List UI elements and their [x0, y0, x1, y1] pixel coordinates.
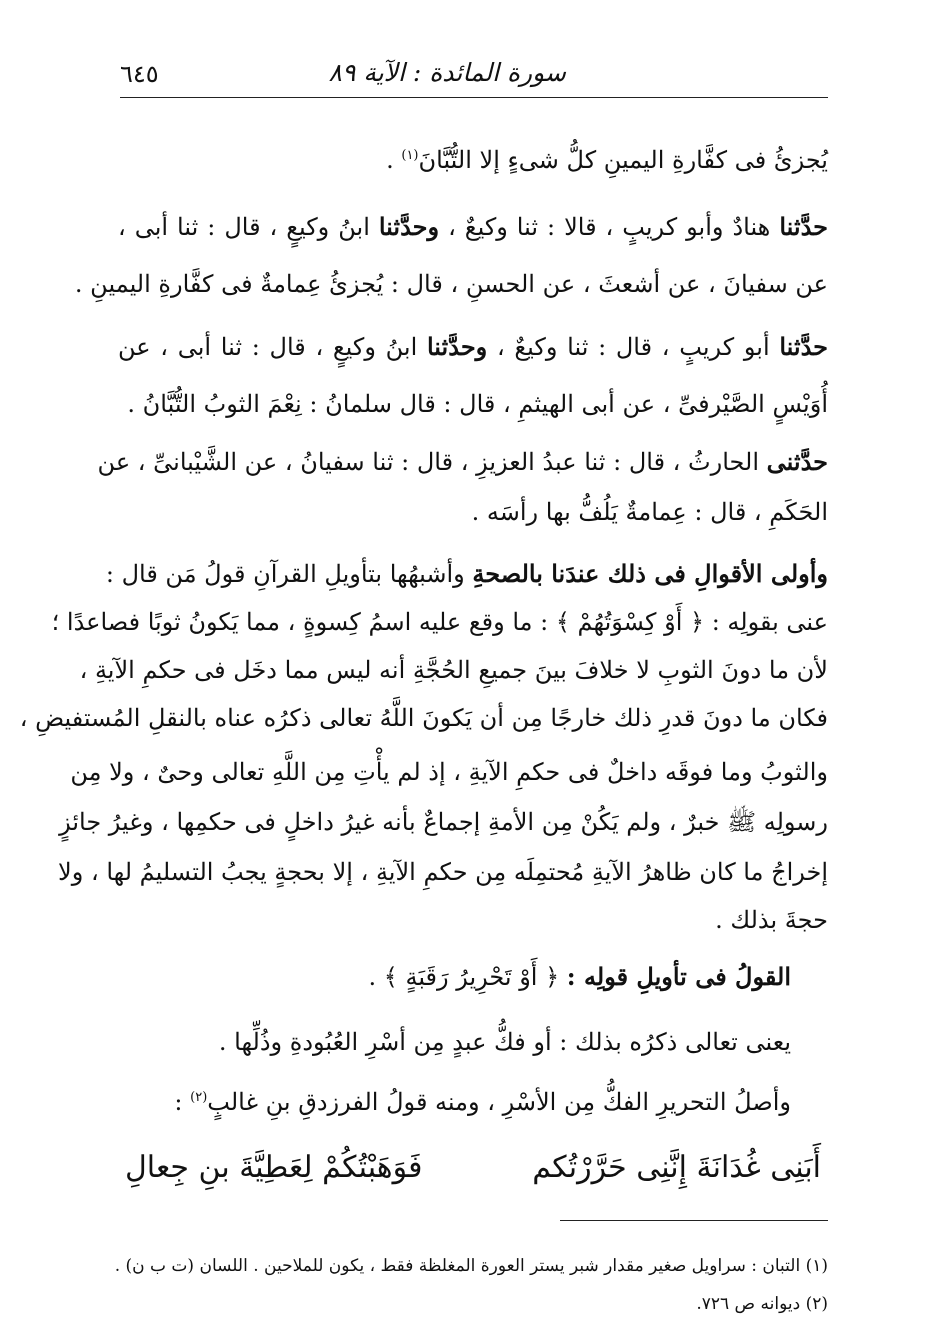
text-span: ابنُ وكيعٍ ، قال : ثنا أبى ،	[118, 213, 379, 241]
text-line	[74, 262, 828, 306]
text-line	[59, 800, 828, 844]
text-span: ﴿ أَوْ تَحْرِيرُ رَقَبَةٍ ﴾ .	[368, 963, 567, 991]
text-line	[118, 1080, 791, 1124]
verse-first-hemistich: أَبَنِى غُدَانَةَ إِنَّنِى حَرَّرْتُكم	[532, 1150, 821, 1185]
text-line	[118, 325, 828, 369]
footnote-marker: (١)	[401, 148, 419, 163]
text-span: عنى بقولِه : ﴿ أَوْ كِسْوَتُهُمْ ﴾ : ما وقع عليه اسمُ كِسوةٍ ، مما يَكونُ ثوبًا فصاعدًا ؛	[51, 608, 828, 636]
text-span: الحَكَمِ ، قال : عِمامةٌ يَلُفُّ بها رأسَه .	[471, 498, 828, 526]
text-span: حجةَ بذلك .	[715, 906, 828, 934]
text-line	[118, 490, 828, 534]
text-span: أبو كريبٍ ، قال : ثنا وكيعٌ ،	[487, 333, 780, 361]
text-line	[118, 898, 828, 942]
bold-span: حدَّثنى	[766, 447, 828, 476]
text-line	[79, 648, 828, 692]
page-header	[120, 58, 826, 98]
text-line	[70, 750, 828, 794]
text-span: هنادٌ وأبو كريبٍ ، قالا : ثنا وكيعٌ ،	[439, 213, 780, 241]
footnote-1: (١) التبان : سراويل صغير مقدار شبر يستر العورة المغلظة فقط ، يكون للملاحين . اللسان (ت ب ن) .	[114, 1256, 828, 1276]
text-line	[58, 850, 828, 894]
running-title: سورة المائدة : الآية ٨٩	[328, 58, 566, 87]
text-span: .	[386, 146, 402, 174]
bold-span: حدَّثنا	[779, 212, 828, 241]
text-line	[19, 696, 828, 740]
bold-span: وحدَّثنا	[378, 212, 440, 241]
text-span: إخراجُ ما كان ظاهرُ الآيةِ مُحتمِلَه مِن حكمِ الآيةِ ، إلا بحجةٍ يجبُ التسليمُ لها ، ولا	[58, 858, 828, 886]
text-span: لأن ما دونَ الثوبِ لا خلافَ بينَ جميعِ الحُجَّةِ أنه ليس مما دخَل فى حكمِ الآيةِ ،	[79, 656, 828, 684]
header-divider	[120, 97, 828, 98]
footnote-2: (٢) ديوانه ص ٧٢٦.	[696, 1294, 828, 1314]
section-heading	[118, 955, 791, 999]
footnote-divider	[560, 1220, 828, 1221]
text-line	[118, 382, 828, 426]
text-span: يعنى تعالى ذكرُه بذلك : أو فكُّ عبدٍ مِن أسْرِ العُبُودةِ وذُلِّها .	[218, 1028, 791, 1056]
text-line	[118, 1020, 791, 1064]
text-span: عن سفيانَ ، عن أشعثَ ، عن الحسنِ ، قال : يُجزئُ عِمامةٌ فى كفَّارةِ اليمينِ .	[74, 270, 828, 298]
text-line	[118, 205, 828, 249]
verse-second-hemistich: فَوَهَبْتُكُمْ لِعَطِيَّةَ بنِ جِعالِ	[125, 1150, 423, 1185]
text-line	[51, 600, 828, 644]
text-line	[105, 552, 828, 596]
text-line	[97, 440, 828, 484]
text-span: وأصلُ التحريرِ الفكُّ مِن الأسْرِ ، ومنه قولُ الفرزدقِ بنِ غالبٍ	[207, 1088, 791, 1116]
text-span: يُجزئُ فى كفَّارةِ اليمينِ كلُّ شىءٍ إلا التُّبَّانَ	[418, 146, 828, 174]
text-line	[118, 138, 828, 182]
text-span: رسولِه ﷺ خبرٌ ، ولم يَكُنْ مِن الأمةِ إجماعٌ بأنه غيرُ داخلٍ فى حكمِها ، وغيرُ جائزٍ	[59, 808, 828, 836]
bold-span: وأولى الأقوالِ فى ذلك عندَنا بالصحةِ	[472, 559, 828, 588]
text-span: فكان ما دونَ قدرِ ذلك خارجًا مِن أن يَكونَ اللَّهُ تعالى ذكرُه عناه بالنقلِ المُستفيضِ ،	[19, 704, 828, 732]
footnote-marker: (٢)	[190, 1090, 208, 1105]
text-span: أُوَيْسٍ الصَّيْرفىِّ ، عن أبى الهيثمِ ، قال : قال سلمانُ : نِعْمَ الثوبُ التُّبَّانُ .	[127, 390, 828, 418]
text-span: وأشبهُها بتأويلِ القرآنِ قولُ مَن قال :	[105, 560, 473, 588]
bold-span: القولُ فى تأويلِ قولِه :	[566, 962, 791, 991]
text-span: :	[174, 1088, 191, 1116]
text-span: الحارثُ ، قال : ثنا عبدُ العزيزِ ، قال : ثنا سفيانُ ، عن الشَّيْبانىِّ ، عن	[97, 448, 767, 476]
bold-span: حدَّثنا	[779, 332, 828, 361]
page-number: ٦٤٥	[120, 60, 159, 88]
text-span: والثوبُ وما فوقَه داخلٌ فى حكمِ الآيةِ ، إذ لم يأْتِ مِن اللَّهِ تعالى وحىٌ ، ولا مِن	[70, 758, 828, 786]
poetry-verse	[125, 1140, 821, 1196]
bold-span: وحدَّثنا	[426, 332, 488, 361]
text-span: ابنُ وكيعٍ ، قال : ثنا أبى ، عن	[118, 333, 427, 361]
